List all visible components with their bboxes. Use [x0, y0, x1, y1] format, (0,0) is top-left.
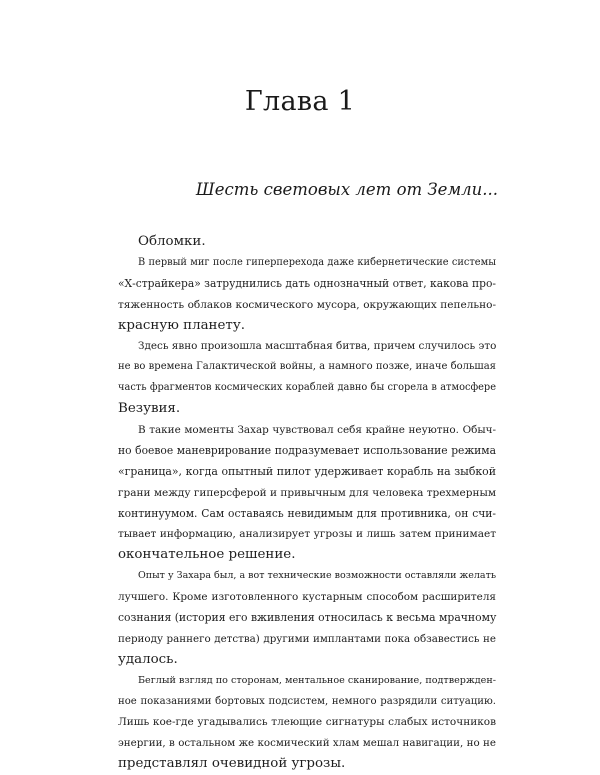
- text-line: удалось.: [118, 651, 178, 667]
- text-line: «граница», когда опытный пилот удерживает корабль на зыбкой: [118, 464, 496, 478]
- text-line: В первый миг после гиперперехода даже кибернетические системы: [138, 256, 496, 268]
- text-line: лучшего. Кроме изготовленного кустарным способом расширителя: [118, 591, 496, 604]
- text-line: сознания (история его вживления относилась к весьма мрачному: [118, 611, 497, 625]
- text-line: Здесь явно произошла масштабная битва, причем случилось это: [138, 340, 497, 353]
- text-line: представлял очевидной угрозы.: [118, 756, 346, 772]
- text-line: Обломки.: [138, 234, 206, 249]
- chapter-subtitle: Шесть световых лет от Земли...: [195, 180, 498, 199]
- text-line: Беглый взгляд по сторонам, ментальное сканирование, подтвержден-: [138, 674, 496, 686]
- text-line: Опыт у Захара был, а вот технические возможности оставляли желать: [138, 570, 496, 582]
- chapter-title: Глава 1: [244, 86, 356, 117]
- text-line: В такие моменты Захар чувствовал себя крайне неуютно. Обыч-: [138, 424, 496, 437]
- text-line: «Х-страйкера» затруднились дать однозначный ответ, какова про-: [118, 276, 496, 290]
- text-line: тывает информацию, анализирует угрозы и лишь затем принимает: [118, 528, 496, 541]
- text-line: окончательное решение.: [118, 547, 296, 563]
- text-line: энергии, в остальном же космический хлам мешал навигации, но не: [118, 737, 496, 750]
- text-line: ное показаниями бортовых подсистем, немного разрядили ситуацию.: [118, 695, 496, 707]
- text-line: Везувия.: [118, 401, 181, 417]
- text-line: не во времена Галактической войны, а намного позже, иначе большая: [118, 361, 496, 373]
- text-line: периоду раннего детства) другими имплантами пока обзавестись не: [118, 632, 496, 645]
- text-line: часть фрагментов космических кораблей давно бы сгорела в атмосфере: [118, 382, 496, 394]
- text-line: Лишь кое-где угадывались тлеющие сигнатуры слабых источников: [118, 716, 496, 729]
- text-line: континуумом. Сам оставаясь невидимым для противника, он счи-: [118, 506, 496, 520]
- text-line: тяженность облаков космического мусора, окружающих пепельно-: [118, 298, 496, 311]
- text-line: грани между гиперсферой и привычным для человека трехмерным: [118, 486, 496, 499]
- chapter-body: [118, 232, 496, 775]
- text-line: красную планету.: [118, 317, 245, 333]
- text-line: но боевое маневрирование подразумевает использование режима: [118, 443, 496, 457]
